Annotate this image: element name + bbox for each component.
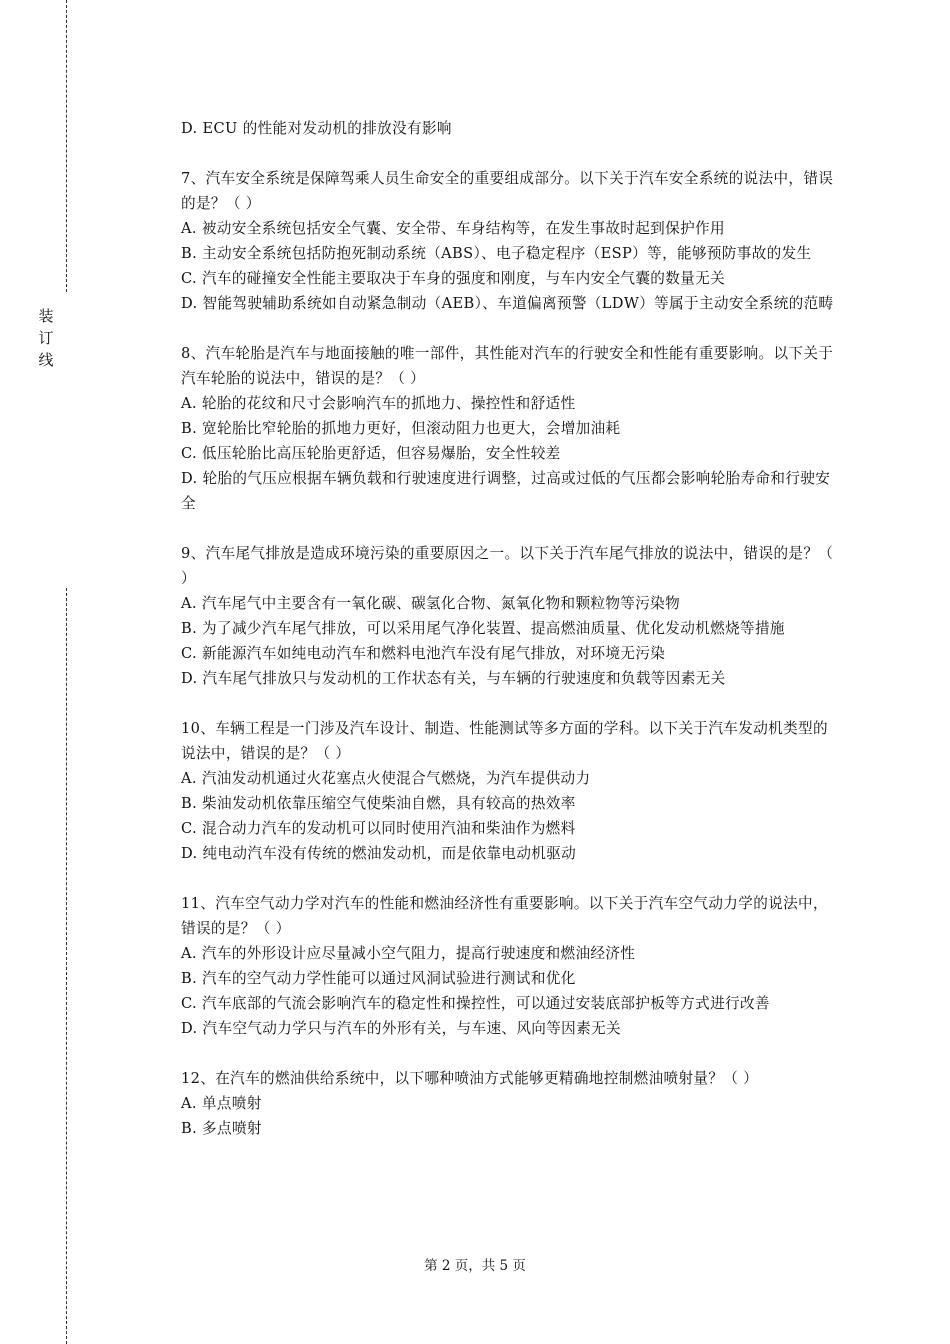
binding-line-bottom [66,588,67,1344]
binding-char: 装 [38,307,54,325]
binding-label [36,305,56,371]
option-a: A. 汽车尾气中主要含有一氧化碳、碳氢化合物、氮氧化物和颗粒物等污染物 [181,595,681,612]
option-c: C. 混合动力汽车的发动机可以同时使用汽油和柴油作为燃料 [181,820,576,837]
option-d: D. 轮胎的气压应根据车辆负载和行驶速度进行调整，过高或过低的气压都会影响轮胎寿命和行驶安全 [181,470,831,512]
question-stem: 7、汽车安全系统是保障驾乘人员生命安全的重要组成部分。以下关于汽车安全系统的说法中，错误的是？（ ） [181,170,834,212]
previous-question-option: D. ECU 的性能对发动机的排放没有影响 [181,120,452,137]
option-d: D. 纯电动汽车没有传统的燃油发动机，而是依靠电动机驱动 [181,845,577,862]
option-c: C. 汽车底部的气流会影响汽车的稳定性和操控性，可以通过安装底部护板等方式进行改善 [181,995,770,1012]
option-d: D. 汽车空气动力学只与汽车的外形有关，与车速、风向等因素无关 [181,1020,621,1037]
option-b: B. 柴油发动机依靠压缩空气使柴油自燃，具有较高的热效率 [181,795,576,812]
option-b: B. 为了减少汽车尾气排放，可以采用尾气净化装置、提高燃油质量、优化发动机燃烧等措施 [181,620,785,637]
option-a: A. 汽车的外形设计应尽量减小空气阻力，提高行驶速度和燃油经济性 [181,945,636,962]
page-number-footer: 第 2 页，共 5 页 [424,1258,526,1274]
question-stem: 9、汽车尾气排放是造成环境污染的重要原因之一。以下关于汽车尾气排放的说法中，错误的是？（ ） [181,545,834,587]
option-d: D. 智能驾驶辅助系统如自动紧急制动（AEB）、车道偏离预警（LDW）等属于主动安全系统的范畴 [181,295,834,312]
option-b: B. 宽轮胎比窄轮胎的抓地力更好，但滚动阻力也更大，会增加油耗 [181,420,621,437]
binding-line-top [66,0,67,292]
option-b: B. 多点喷射 [181,1120,262,1137]
question-9 [181,541,841,691]
question-11 [181,891,841,1041]
option-d: D. 汽车尾气排放只与发动机的工作状态有关，与车辆的行驶速度和负载等因素无关 [181,670,726,687]
option-a: A. 汽油发动机通过火花塞点火使混合气燃烧，为汽车提供动力 [181,770,591,787]
binding-char: 订 [38,329,54,347]
binding-char: 线 [38,351,54,369]
question-10 [181,716,841,866]
option-a: A. 单点喷射 [181,1095,262,1112]
option-c: C. 汽车的碰撞安全性能主要取决于车身的强度和刚度，与车内安全气囊的数量无关 [181,270,726,287]
question-7 [181,166,841,316]
option-a: A. 轮胎的花纹和尺寸会影响汽车的抓地力、操控性和舒适性 [181,395,576,412]
question-8 [181,341,841,516]
question-stem: 12、在汽车的燃油供给系统中，以下哪种喷油方式能够更精确地控制燃油喷射量？（ ） [181,1070,759,1087]
option-c: C. 新能源汽车如纯电动汽车和燃料电池汽车没有尾气排放，对环境无污染 [181,645,666,662]
option-b: B. 主动安全系统包括防抱死制动系统（ABS）、电子稳定程序（ESP）等，能够预防事故的发生 [181,245,812,262]
question-12 [181,1066,841,1141]
question-stem: 10、车辆工程是一门涉及汽车设计、制造、性能测试等多方面的学科。以下关于汽车发动机类型的说法中，错误的是？（ ） [181,720,828,762]
option-a: A. 被动安全系统包括安全气囊、安全带、车身结构等，在发生事故时起到保护作用 [181,220,725,237]
option-c: C. 低压轮胎比高压轮胎更舒适，但容易爆胎，安全性较差 [181,445,561,462]
question-content [181,116,841,1141]
option-b: B. 汽车的空气动力学性能可以通过风洞试验进行测试和优化 [181,970,576,987]
question-stem: 8、汽车轮胎是汽车与地面接触的唯一部件，其性能对汽车的行驶安全和性能有重要影响。以下关于汽车轮胎的说法中，错误的是？（ ） [181,345,834,387]
question-stem: 11、汽车空气动力学对汽车的性能和燃油经济性有重要影响。以下关于汽车空气动力学的说法中，错误的是？（ ） [181,895,828,937]
